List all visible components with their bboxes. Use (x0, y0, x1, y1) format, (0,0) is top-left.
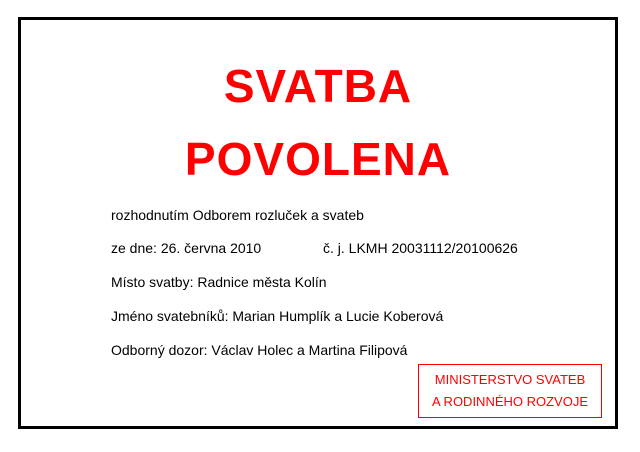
stamp-line-2: A RODINNÉHO ROZVOJE (431, 394, 589, 409)
date-line: ze dne: 26. června 2010 (111, 240, 262, 256)
stamp-line-1: MINISTERSTVO SVATEB (434, 372, 586, 387)
reference-number: č. j. LKMH 20031112/20100626 (323, 240, 518, 256)
title-line-2: POVOLENA (184, 133, 452, 185)
title-line-1: SVATBA (223, 60, 413, 112)
couple-line: Jméno svatebníků: Marian Humplík a Lucie Koberová (111, 308, 444, 324)
certificate-frame (18, 17, 618, 429)
supervision-line: Odborný dozor: Václav Holec a Martina Filipová (111, 342, 408, 358)
ministry-stamp (418, 364, 602, 418)
place-line: Místo svatby: Radnice města Kolín (111, 274, 327, 290)
decision-line: rozhodnutím Odborem rozluček a svateb (111, 207, 364, 223)
